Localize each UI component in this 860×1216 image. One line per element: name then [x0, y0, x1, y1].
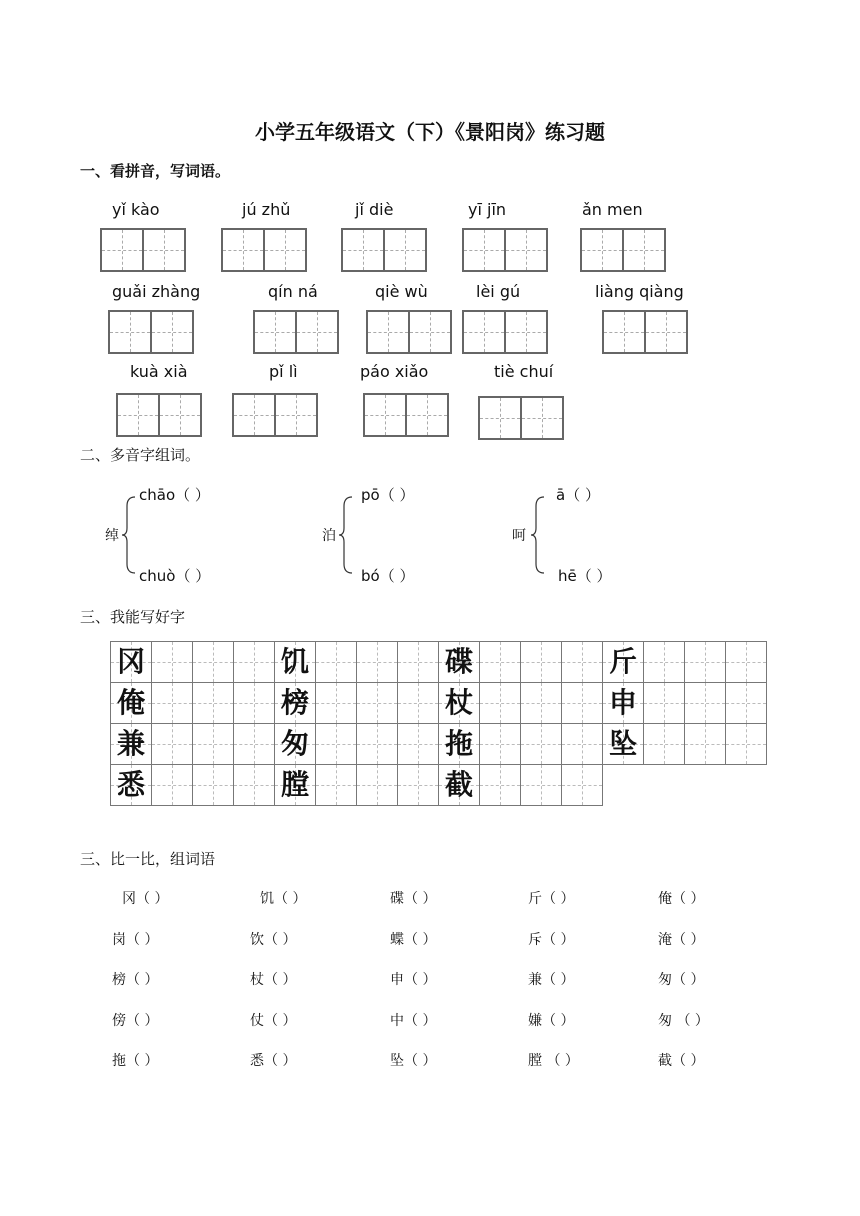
practice-cell[interactable]	[684, 641, 726, 683]
practice-cell[interactable]	[725, 641, 767, 683]
practice-cell[interactable]	[725, 723, 767, 765]
practice-cell[interactable]	[315, 723, 357, 765]
section-heading-writing: 三、我能写好字	[80, 608, 186, 626]
practice-cell[interactable]	[356, 723, 398, 765]
polyphonic-char: 绰	[105, 528, 119, 544]
polyphonic-reading: chuò（ ）	[139, 567, 211, 585]
model-char: 杖	[444, 686, 473, 719]
pinyin-label: yī jīn	[468, 200, 507, 219]
brace-icon	[338, 496, 354, 574]
model-char-cell	[274, 764, 316, 806]
practice-cell[interactable]	[151, 682, 193, 724]
practice-cell[interactable]	[684, 682, 726, 724]
practice-cell[interactable]	[561, 723, 603, 765]
practice-cell[interactable]	[397, 682, 439, 724]
compare-item[interactable]: 斤（ ）	[528, 891, 575, 907]
polyphonic-char: 泊	[322, 528, 336, 544]
compare-item[interactable]: 岗（ ）	[112, 932, 159, 948]
pinyin-label: lèi gú	[476, 282, 521, 301]
compare-item[interactable]: 申（ ）	[390, 972, 437, 988]
compare-item[interactable]: 兼（ ）	[528, 972, 575, 988]
compare-item[interactable]: 斥（ ）	[528, 932, 575, 948]
model-char: 截	[444, 768, 473, 801]
model-char: 斤	[608, 645, 637, 678]
practice-cell[interactable]	[520, 764, 562, 806]
brace-icon	[121, 496, 137, 574]
compare-item[interactable]: 饥（ ）	[260, 891, 307, 907]
compare-item[interactable]: 冈（ ）	[122, 891, 169, 907]
brace-icon	[530, 496, 546, 574]
model-char: 榜	[280, 686, 309, 719]
compare-item[interactable]: 截（ ）	[658, 1053, 705, 1069]
pinyin-label: pǐ lì	[269, 362, 298, 381]
compare-item[interactable]: 杖（ ）	[250, 972, 297, 988]
practice-cell[interactable]	[356, 641, 398, 683]
compare-item[interactable]: 膛 （ ）	[528, 1053, 579, 1069]
practice-cell[interactable]	[561, 764, 603, 806]
model-char-cell	[110, 723, 152, 765]
pinyin-label: liàng qiàng	[595, 282, 684, 301]
polyphonic-reading: bó（ ）	[361, 567, 415, 585]
practice-cell[interactable]	[192, 723, 234, 765]
model-char: 冈	[116, 645, 145, 678]
compare-item[interactable]: 匆（ ）	[658, 972, 705, 988]
pinyin-label: tiè chuí	[494, 362, 554, 381]
practice-cell[interactable]	[233, 641, 275, 683]
compare-item[interactable]: 榜（ ）	[112, 972, 159, 988]
practice-cell[interactable]	[233, 682, 275, 724]
practice-cell[interactable]	[479, 723, 521, 765]
compare-item[interactable]: 蝶（ ）	[390, 932, 437, 948]
compare-item[interactable]: 淹（ ）	[658, 932, 705, 948]
pinyin-label: páo xiǎo	[360, 362, 429, 381]
practice-cell[interactable]	[643, 641, 685, 683]
practice-cell[interactable]	[520, 641, 562, 683]
writing-box[interactable]	[100, 228, 186, 272]
compare-item[interactable]: 拖（ ）	[112, 1053, 159, 1069]
practice-cell[interactable]	[520, 682, 562, 724]
model-char-cell	[274, 723, 316, 765]
practice-cell[interactable]	[192, 764, 234, 806]
model-char-cell	[602, 641, 644, 683]
practice-cell[interactable]	[479, 764, 521, 806]
pinyin-label: guǎi zhàng	[112, 282, 201, 301]
model-char: 膛	[280, 768, 309, 801]
model-char: 俺	[116, 686, 145, 719]
page-title: 小学五年级语文（下）《景阳岗》练习题	[255, 120, 605, 144]
pinyin-label: qiè wù	[375, 282, 428, 301]
model-char-cell	[274, 682, 316, 724]
practice-cell[interactable]	[192, 641, 234, 683]
model-char: 申	[608, 686, 637, 719]
pinyin-label: ǎn men	[582, 200, 643, 219]
practice-cell[interactable]	[397, 641, 439, 683]
compare-item[interactable]: 悉（ ）	[250, 1053, 297, 1069]
practice-cell[interactable]	[397, 723, 439, 765]
pinyin-label: jú zhǔ	[242, 200, 291, 219]
section-heading-polyphonic: 二、多音字组词。	[80, 446, 201, 464]
practice-cell[interactable]	[233, 723, 275, 765]
model-char: 匆	[280, 727, 309, 760]
practice-cell[interactable]	[479, 641, 521, 683]
writing-box[interactable]	[462, 228, 548, 272]
pinyin-label: qín ná	[268, 282, 318, 301]
model-char-cell	[110, 764, 152, 806]
model-char-cell	[602, 723, 644, 765]
writing-box[interactable]	[108, 310, 194, 354]
compare-item[interactable]: 饮（ ）	[250, 932, 297, 948]
practice-cell[interactable]	[192, 682, 234, 724]
writing-box[interactable]	[462, 310, 548, 354]
practice-cell[interactable]	[561, 682, 603, 724]
model-char-cell	[438, 682, 480, 724]
model-char: 碟	[444, 645, 473, 678]
model-char: 拖	[444, 727, 473, 760]
model-char: 悉	[116, 768, 145, 801]
writing-box[interactable]	[363, 393, 449, 437]
compare-item[interactable]: 中（ ）	[390, 1013, 437, 1029]
writing-box[interactable]	[221, 228, 307, 272]
compare-item[interactable]: 匆 （ ）	[658, 1013, 709, 1029]
polyphonic-reading: hē（ ）	[558, 567, 612, 585]
practice-cell[interactable]	[356, 764, 398, 806]
compare-item[interactable]: 仗（ ）	[250, 1013, 297, 1029]
writing-box[interactable]	[366, 310, 452, 354]
model-char-cell	[110, 682, 152, 724]
model-char-cell	[110, 641, 152, 683]
pinyin-label: jǐ diè	[355, 200, 394, 219]
practice-cell[interactable]	[315, 682, 357, 724]
practice-cell[interactable]	[684, 723, 726, 765]
writing-box[interactable]	[580, 228, 666, 272]
practice-cell[interactable]	[151, 641, 193, 683]
practice-cell[interactable]	[356, 682, 398, 724]
practice-cell[interactable]	[151, 764, 193, 806]
writing-box[interactable]	[602, 310, 688, 354]
model-char-cell	[438, 641, 480, 683]
compare-item[interactable]: 碟（ ）	[390, 891, 437, 907]
practice-cell[interactable]	[561, 641, 603, 683]
practice-cell[interactable]	[725, 682, 767, 724]
practice-cell[interactable]	[479, 682, 521, 724]
compare-item[interactable]: 俺（ ）	[658, 891, 705, 907]
model-char: 饥	[280, 645, 309, 678]
writing-grid	[111, 641, 767, 806]
writing-box[interactable]	[478, 396, 564, 440]
writing-box[interactable]	[341, 228, 427, 272]
polyphonic-reading: pō（ ）	[361, 486, 415, 504]
model-char-cell	[438, 723, 480, 765]
practice-cell[interactable]	[233, 764, 275, 806]
practice-cell[interactable]	[643, 723, 685, 765]
section-heading-pinyin: 一、看拼音，写词语。	[80, 162, 231, 180]
polyphonic-reading: chāo（ ）	[139, 486, 210, 504]
practice-cell[interactable]	[397, 764, 439, 806]
compare-item[interactable]: 傍（ ）	[112, 1013, 159, 1029]
model-char-cell	[274, 641, 316, 683]
practice-cell[interactable]	[643, 682, 685, 724]
polyphonic-char: 呵	[512, 528, 526, 544]
compare-item[interactable]: 坠（ ）	[390, 1053, 437, 1069]
pinyin-label: yǐ kào	[112, 200, 160, 219]
polyphonic-reading: ā（ ）	[556, 486, 600, 504]
model-char: 坠	[608, 727, 637, 760]
model-char-cell	[602, 682, 644, 724]
compare-item[interactable]: 嫌（ ）	[528, 1013, 575, 1029]
practice-cell[interactable]	[520, 723, 562, 765]
model-char: 兼	[116, 727, 145, 760]
model-char-cell	[438, 764, 480, 806]
practice-cell[interactable]	[151, 723, 193, 765]
pinyin-label: kuà xià	[130, 362, 188, 381]
section-heading-compare: 三、比一比，组词语	[80, 850, 216, 868]
writing-box[interactable]	[232, 393, 318, 437]
practice-cell[interactable]	[315, 764, 357, 806]
practice-cell[interactable]	[315, 641, 357, 683]
writing-box[interactable]	[116, 393, 202, 437]
writing-box[interactable]	[253, 310, 339, 354]
